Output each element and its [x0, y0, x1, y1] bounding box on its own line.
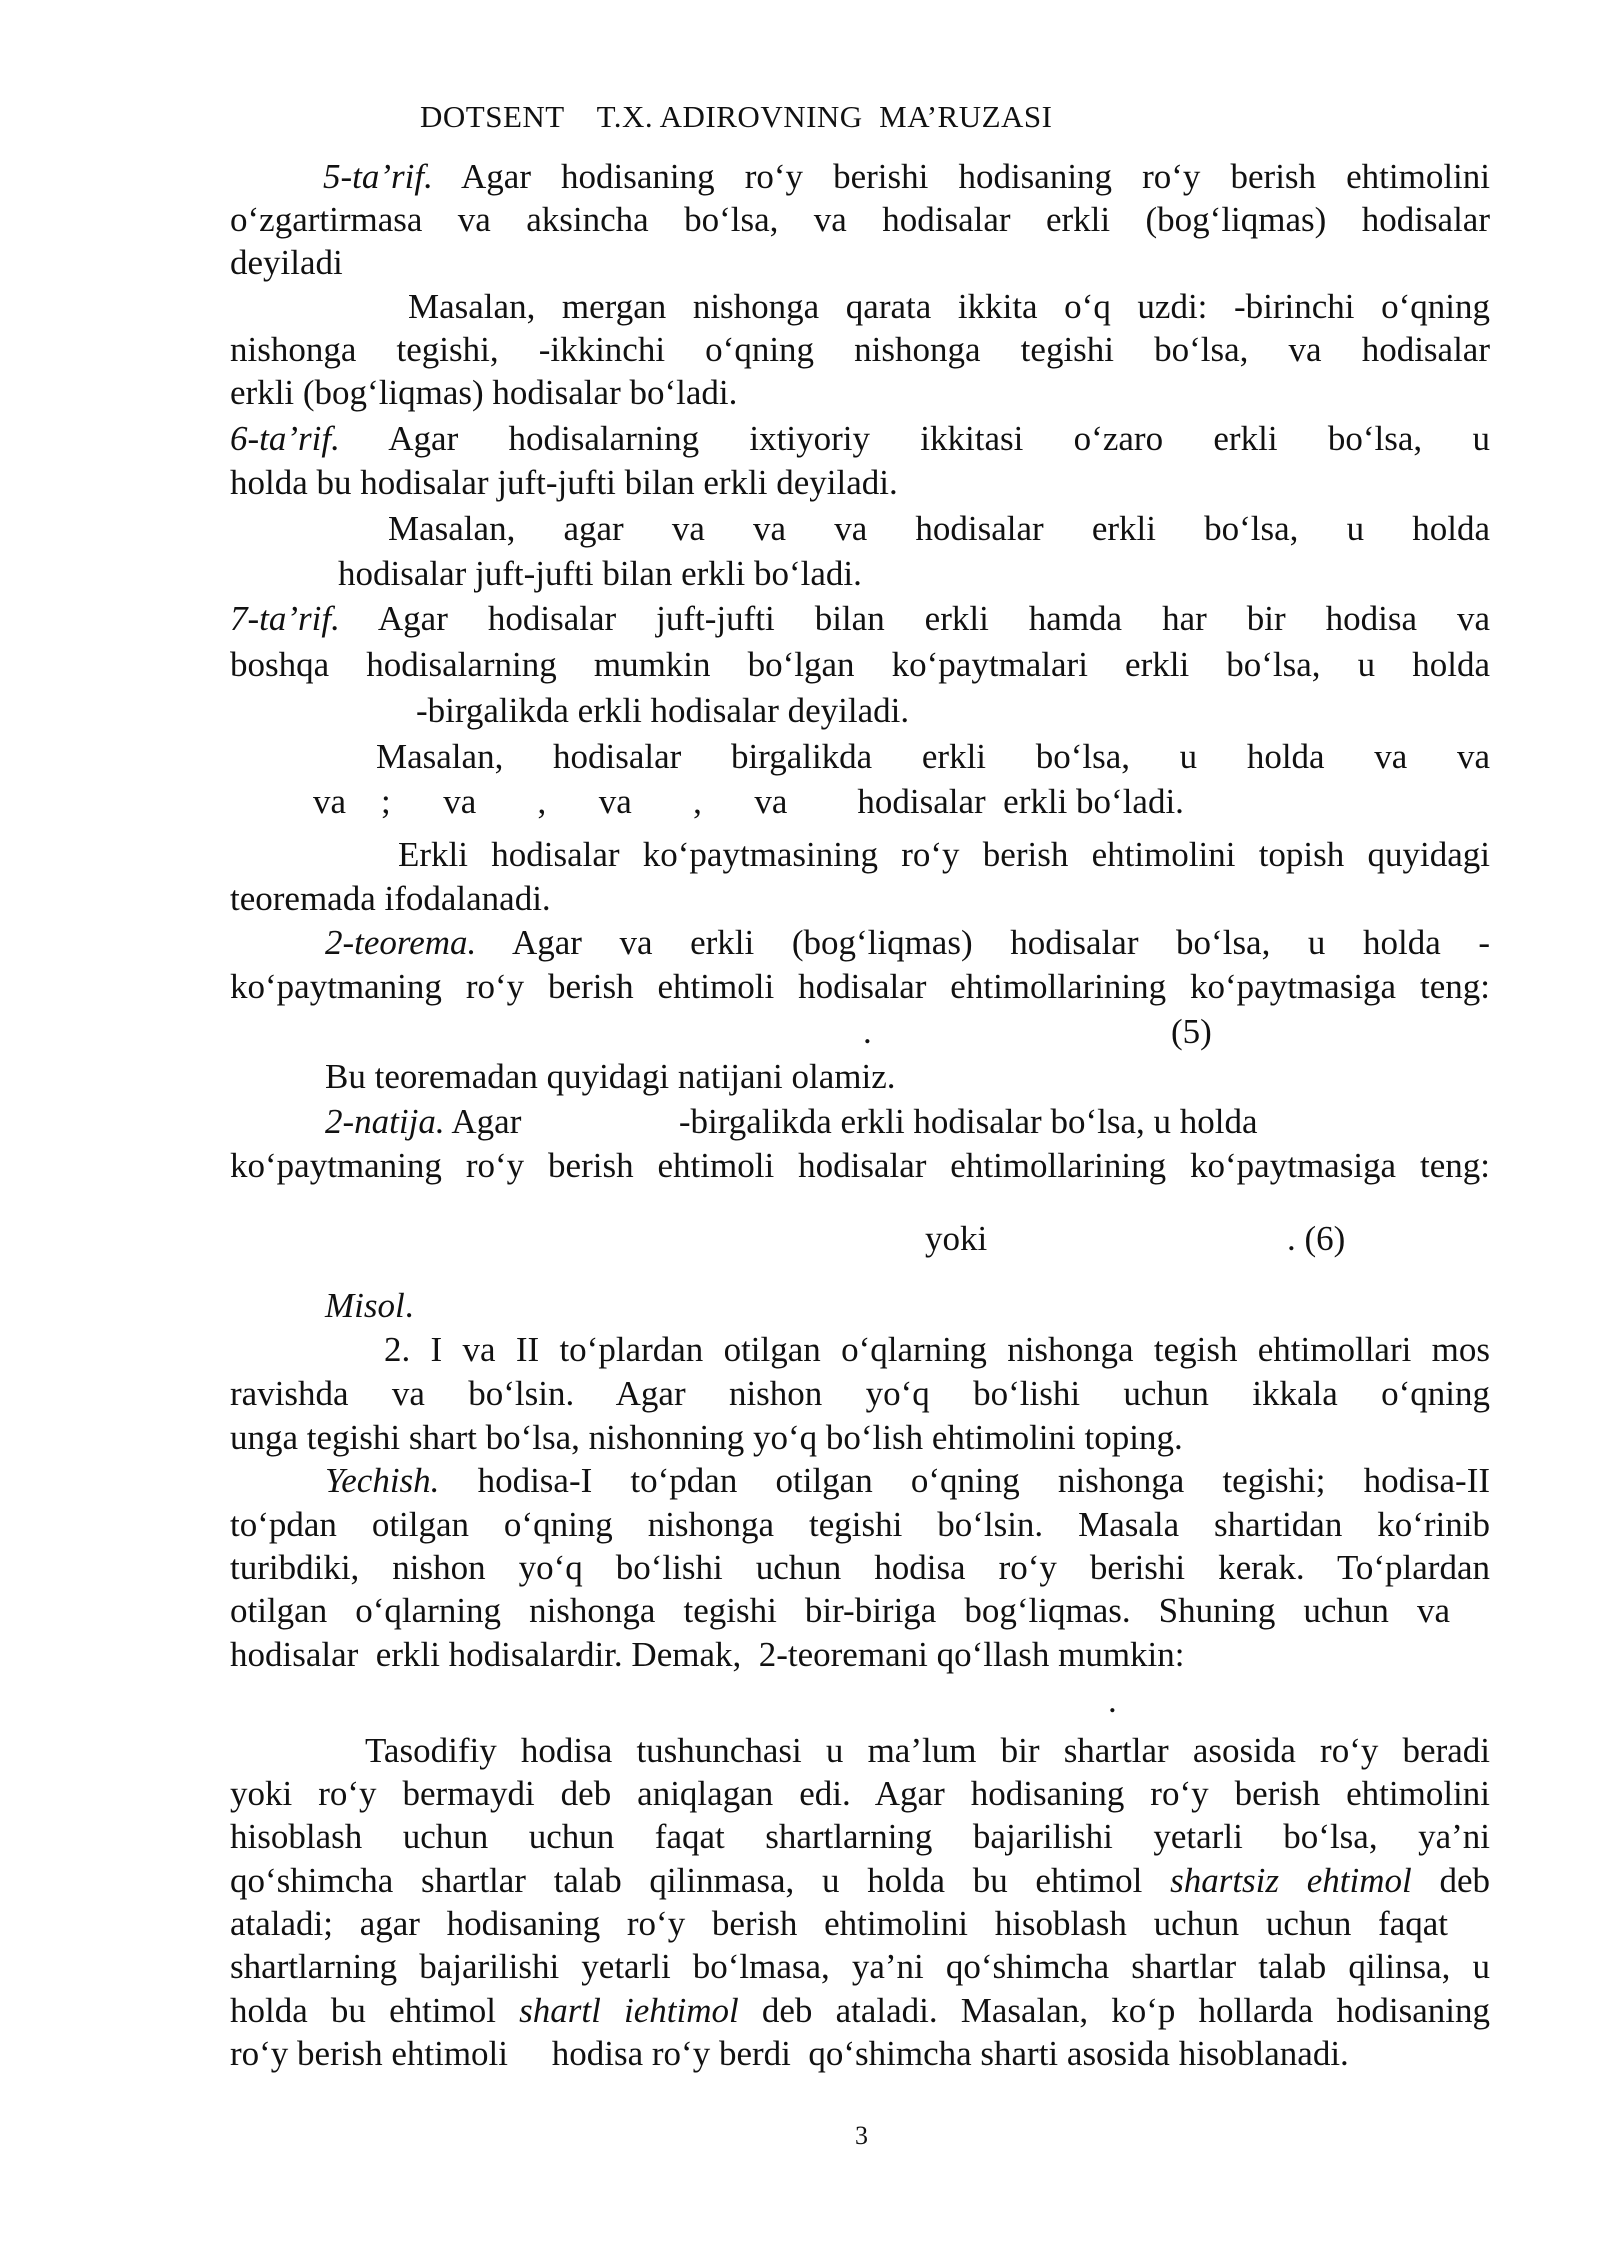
text-line: 7-ta’rif. Agar hodisalar juft-jufti bilan erkli hamda har bir hodisa va: [230, 599, 1490, 638]
text-line: shartlarning bajarilishi yetarli bo‘lmasa, ya’ni qo‘shimcha shartlar talab qilinsa, u: [230, 1947, 1490, 1986]
text-line: 2. I va II to‘plardan otilgan o‘qlarning nishonga tegish ehtimollari mos: [384, 1330, 1490, 1369]
formula-dot: .: [863, 1012, 872, 1051]
italic-term: 6-ta’rif.: [230, 419, 340, 458]
formula-dot: .: [1108, 1681, 1117, 1720]
text-line: Masalan, hodisalar birgalikda erkli bo‘lsa, u holda va va: [376, 737, 1490, 776]
text-line: deyiladi: [230, 243, 343, 282]
text-line: 6-ta’rif. Agar hodisalarning ixtiyoriy ikkitasi o‘zaro erkli bo‘lsa, u: [230, 419, 1490, 458]
text-line: Masalan, mergan nishonga qarata ikkita o‘q uzdi: -birinchi o‘qning: [408, 287, 1490, 326]
text-line: Erkli hodisalar ko‘paytmasining ro‘y berish ehtimolini topish quyidagi: [398, 835, 1490, 874]
page-number: 3: [855, 2121, 868, 2150]
text-line: ro‘y berish ehtimoli hodisa ro‘y berdi qo‘shimcha sharti asosida hisoblanadi.: [230, 2034, 1349, 2073]
text-line: to‘pdan otilgan o‘qning nishonga tegishi bo‘lsin. Masala shartidan ko‘rinib: [230, 1505, 1490, 1544]
page-header: DOTSENT T.X. ADIROVNING MA’RUZASI: [420, 99, 1053, 134]
text-line: qo‘shimcha shartlar talab qilinmasa, u holda bu ehtimol shartsiz ehtimol deb: [230, 1861, 1490, 1900]
text-line: o‘zgartirmasa va aksincha bo‘lsa, va hodisalar erkli (bog‘liqmas) hodisalar: [230, 200, 1490, 239]
text-line: ataladi; agar hodisaning ro‘y berish ehtimolini hisoblash uchun uchun faqat: [230, 1904, 1448, 1943]
text-line: Bu teoremadan quyidagi natijani olamiz.: [325, 1057, 896, 1096]
section-label: Misol.: [325, 1286, 414, 1325]
text-line: ko‘paytmaning ro‘y berish ehtimoli hodisalar ehtimollarining ko‘paytmasiga teng:: [230, 967, 1490, 1006]
text-line: Masalan, agar va va va hodisalar erkli bo‘lsa, u holda: [388, 509, 1490, 548]
text-line: Yechish. hodisa-I to‘pdan otilgan o‘qning nishonga tegishi; hodisa-II: [325, 1461, 1490, 1500]
text-line: va ; va , va , va hodisalar erkli bo‘ladi.: [313, 782, 1184, 821]
text-line: holda bu hodisalar juft-jufti bilan erkli deyiladi.: [230, 463, 898, 502]
text-line: hodisalar juft-jufti bilan erkli bo‘ladi.: [338, 554, 862, 593]
italic-term: Yechish.: [325, 1461, 440, 1500]
text-line: -birgalikda erkli hodisalar deyiladi.: [416, 691, 910, 730]
text-line: hodisalar erkli hodisalardir. Demak, 2-teoremani qo‘llash mumkin:: [230, 1635, 1185, 1674]
text-line: otilgan o‘qlarning nishonga tegishi bir-biriga bog‘liqmas. Shuning uchun va: [230, 1591, 1450, 1630]
italic-term: 5-ta’rif.: [323, 157, 433, 196]
text-line: unga tegishi shart bo‘lsa, nishonning yo‘q bo‘lish ehtimolini toping.: [230, 1418, 1183, 1457]
text-line: 2-natija. Agar -birgalikda erkli hodisalar bo‘lsa, u holda: [325, 1102, 1258, 1141]
text-line: hisoblash uchun uchun faqat shartlarning bajarilishi yetarli bo‘lsa, ya’ni: [230, 1817, 1490, 1856]
text-line: 2-teorema. Agar va erkli (bog‘liqmas) hodisalar bo‘lsa, u holda -: [325, 923, 1490, 962]
italic-term: shartsiz ehtimol: [1170, 1861, 1412, 1900]
text-line: boshqa hodisalarning mumkin bo‘lgan ko‘paytmalari erkli bo‘lsa, u holda: [230, 645, 1490, 684]
italic-term: Misol: [325, 1286, 405, 1325]
text-line: holda bu ehtimol shartl iehtimol deb ataladi. Masalan, ko‘p hollarda hodisaning: [230, 1991, 1490, 2030]
text-line: teoremada ifodalanadi.: [230, 879, 551, 918]
italic-term: 7-ta’rif.: [230, 599, 340, 638]
text-line: turibdiki, nishon yo‘q bo‘lishi uchun hodisa ro‘y berishi kerak. To‘plardan: [230, 1548, 1490, 1587]
text-line: Tasodifiy hodisa tushunchasi u ma’lum bir shartlar asosida ro‘y beradi: [365, 1731, 1490, 1770]
italic-term: 2-natija.: [325, 1102, 445, 1141]
text-line: yoki: [925, 1219, 988, 1258]
equation-number: . (6): [1287, 1219, 1346, 1258]
italic-term: 2-teorema.: [325, 923, 477, 962]
text-line: erkli (bog‘liqmas) hodisalar bo‘ladi.: [230, 373, 738, 412]
equation-number: (5): [1171, 1012, 1212, 1051]
text-line: 5-ta’rif. Agar hodisaning ro‘y berishi hodisaning ro‘y berish ehtimolini: [323, 157, 1490, 196]
text-line: ko‘paytmaning ro‘y berish ehtimoli hodisalar ehtimollarining ko‘paytmasiga teng:: [230, 1146, 1490, 1185]
text-line: nishonga tegishi, -ikkinchi o‘qning nishonga tegishi bo‘lsa, va hodisalar: [230, 330, 1490, 369]
italic-term: shartl iehtimol: [519, 1991, 739, 2030]
text-line: yoki ro‘y bermaydi deb aniqlagan edi. Agar hodisaning ro‘y berish ehtimolini: [230, 1774, 1490, 1813]
text-line: ravishda va bo‘lsin. Agar nishon yo‘q bo‘lishi uchun ikkala o‘qning: [230, 1374, 1490, 1413]
